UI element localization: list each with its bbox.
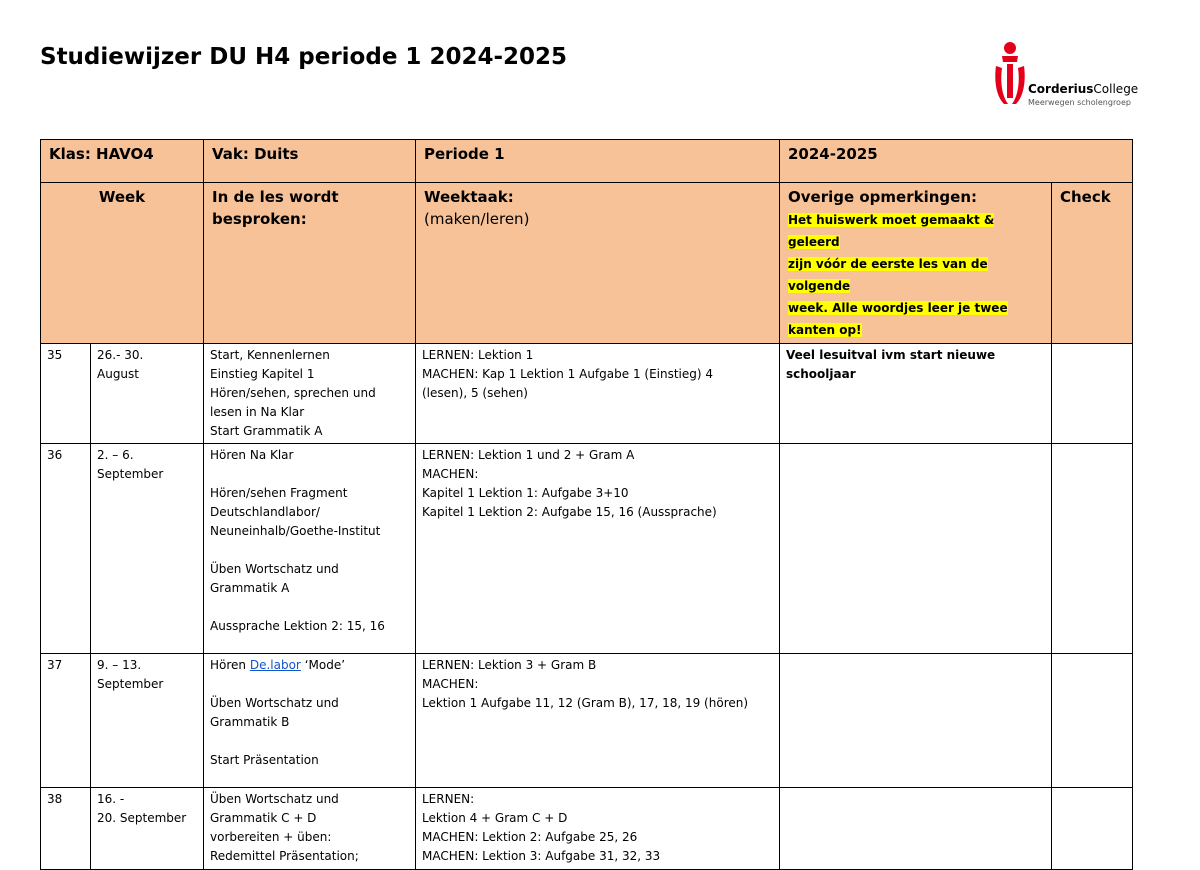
- opmerking-content: [780, 444, 1052, 654]
- week-number: 36: [41, 444, 91, 654]
- week-dates: 9. – 13. September: [91, 654, 204, 788]
- header-row-columns: [41, 183, 1133, 344]
- corderius-figure-icon: [990, 40, 1030, 110]
- taak-content: LERNEN: Lektion 4 + Gram C + D MACHEN: Lektion 2: Aufgabe 25, 26 MACHEN: Lektion 3: Aufgabe 31, 32, 33: [416, 788, 780, 870]
- check-header: Check: [1052, 183, 1133, 344]
- studiewijzer-table: [40, 139, 1133, 870]
- header-row-info: [41, 140, 1133, 183]
- les-content: Üben Wortschatz und Grammatik C + D vorbereiten + üben: Redemittel Präsentation;: [204, 788, 416, 870]
- opmerking-content: [780, 788, 1052, 870]
- taak-content: LERNEN: Lektion 3 + Gram B MACHEN: Lektion 1 Aufgabe 11, 12 (Gram B), 17, 18, 19 (hören): [416, 654, 780, 788]
- opmerking-content: [780, 654, 1052, 788]
- week-dates: 26.- 30. August: [91, 344, 204, 444]
- jaar-cell: 2024-2025: [780, 140, 1133, 183]
- opmerking-content: Veel lesuitval ivm start nieuwe schooljaar: [780, 344, 1052, 444]
- table-row: [41, 344, 1133, 444]
- week-dates: 16. - 20. September: [91, 788, 204, 870]
- school-logo: [990, 40, 1139, 110]
- les-content: Start, Kennenlernen Einstieg Kapitel 1 Hören/sehen, sprechen und lesen in Na Klar Start Grammatik A: [204, 344, 416, 444]
- table-row: [41, 654, 1133, 788]
- logo-subtitle: Meerwegen scholengroep: [1028, 98, 1131, 107]
- vak-cell: Vak: Duits: [204, 140, 416, 183]
- week-dates: 2. – 6. September: [91, 444, 204, 654]
- check-cell[interactable]: [1052, 654, 1133, 788]
- check-cell[interactable]: [1052, 344, 1133, 444]
- les-content: Hören De.labor ‘Mode’ Üben Wortschatz und Grammatik B Start Präsentation: [204, 654, 416, 788]
- check-cell[interactable]: [1052, 788, 1133, 870]
- check-cell[interactable]: [1052, 444, 1133, 654]
- logo-name: CorderiusCollege: [1028, 82, 1139, 96]
- week-number: 38: [41, 788, 91, 870]
- delabor-link[interactable]: De.labor: [249, 658, 301, 672]
- les-header: In de les wordt besproken:: [204, 183, 416, 344]
- periode-cell: Periode 1: [416, 140, 780, 183]
- page-title: Studiewijzer DU H4 periode 1 2024-2025: [40, 44, 568, 70]
- table-row: [41, 444, 1133, 654]
- week-number: 35: [41, 344, 91, 444]
- week-header: Week: [41, 183, 204, 344]
- opmerkingen-header: Overige opmerkingen: Het huiswerk moet gemaakt & geleerd zijn vóór de eerste les van de volgende week. Alle woordjes leer je twee kanten op!: [780, 183, 1052, 344]
- les-content: Hören Na Klar Hören/sehen Fragment Deutschlandlabor/ Neuneinhalb/Goethe-Institut Üben Wortschatz und Grammatik A Aussprache Lektion 2: 15, 16: [204, 444, 416, 654]
- table-row: [41, 788, 1133, 870]
- taak-content: LERNEN: Lektion 1 und 2 + Gram A MACHEN: Kapitel 1 Lektion 1: Aufgabe 3+10 Kapitel 1 Lektion 2: Aufgabe 15, 16 (Aussprache): [416, 444, 780, 654]
- week-number: 37: [41, 654, 91, 788]
- taak-header: Weektaak: (maken/leren): [416, 183, 780, 344]
- klas-cell: Klas: HAVO4: [41, 140, 204, 183]
- taak-content: LERNEN: Lektion 1 MACHEN: Kap 1 Lektion 1 Aufgabe 1 (Einstieg) 4 (lesen), 5 (sehen): [416, 344, 780, 444]
